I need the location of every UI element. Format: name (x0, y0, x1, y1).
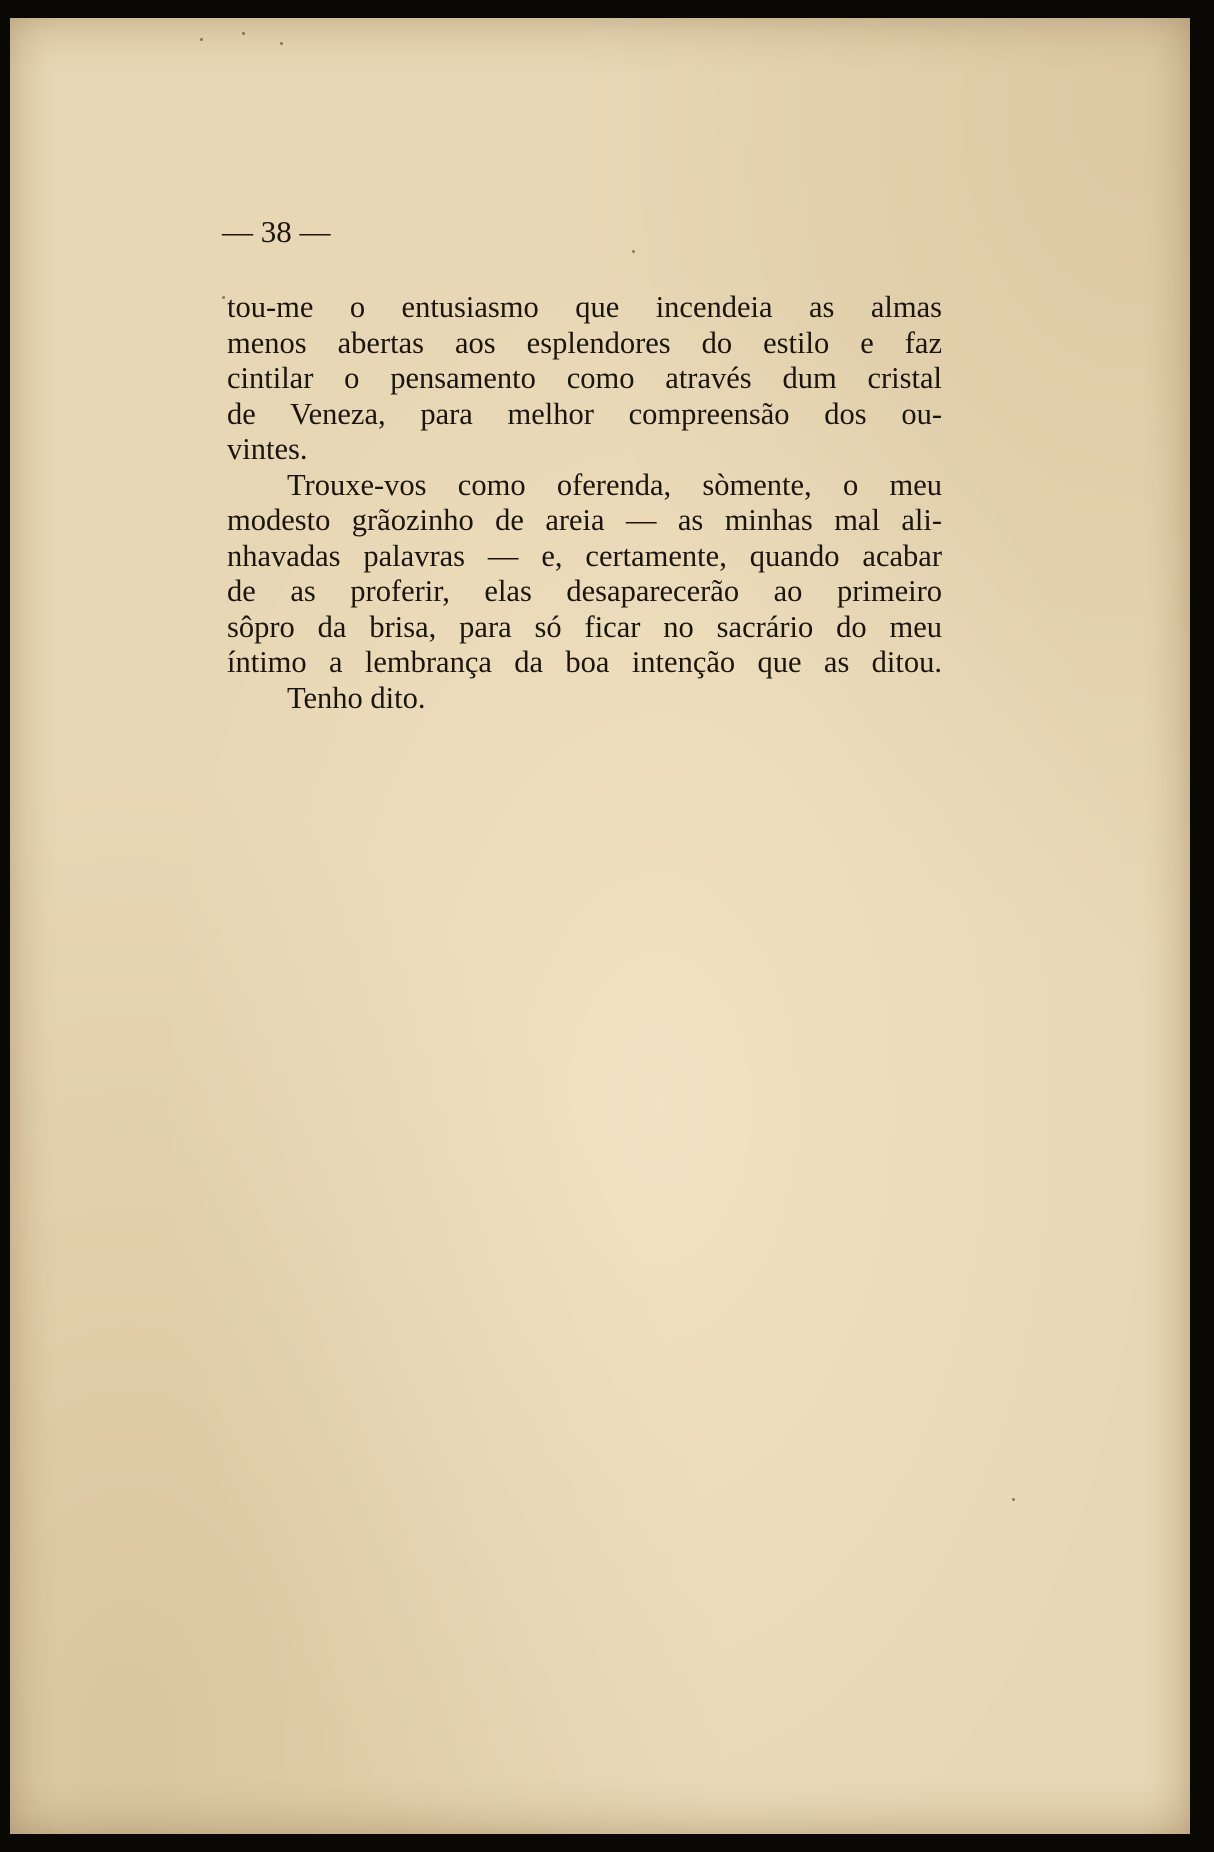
paper-speck (1012, 1498, 1015, 1501)
text-line: de as proferir, elas desaparecerão ao primeiro (227, 574, 942, 608)
text-line: íntimo a lembrança da boa intenção que as ditou. (227, 645, 942, 679)
paper-speck (280, 42, 283, 45)
text-line: tou-me o entusiasmo que incendeia as almas (227, 290, 942, 324)
text-line: de Veneza, para melhor compreensão dos ou- (227, 396, 942, 431)
text-line: nhavadas palavras — e, certamente, quando acabar (227, 538, 942, 573)
body-text (227, 290, 942, 716)
paper-speck (200, 38, 203, 41)
page-number: — 38 — (222, 214, 331, 249)
paper-speck (632, 250, 635, 253)
text-line: Tenho dito. (287, 680, 426, 715)
text-line: cintilar o pensamento como através dum cristal (227, 361, 942, 395)
text-line: vintes. (227, 432, 308, 466)
text-line: menos abertas aos esplendores do estilo e faz (227, 325, 942, 360)
text-line: Trouxe-vos como oferenda, sòmente, o meu (287, 467, 942, 502)
text-line: sôpro da brisa, para só ficar no sacrário do meu (227, 609, 942, 644)
text-line: modesto grãozinho de areia — as minhas mal ali- (227, 503, 942, 537)
paper-speck (222, 296, 225, 299)
paper-speck (242, 32, 245, 35)
